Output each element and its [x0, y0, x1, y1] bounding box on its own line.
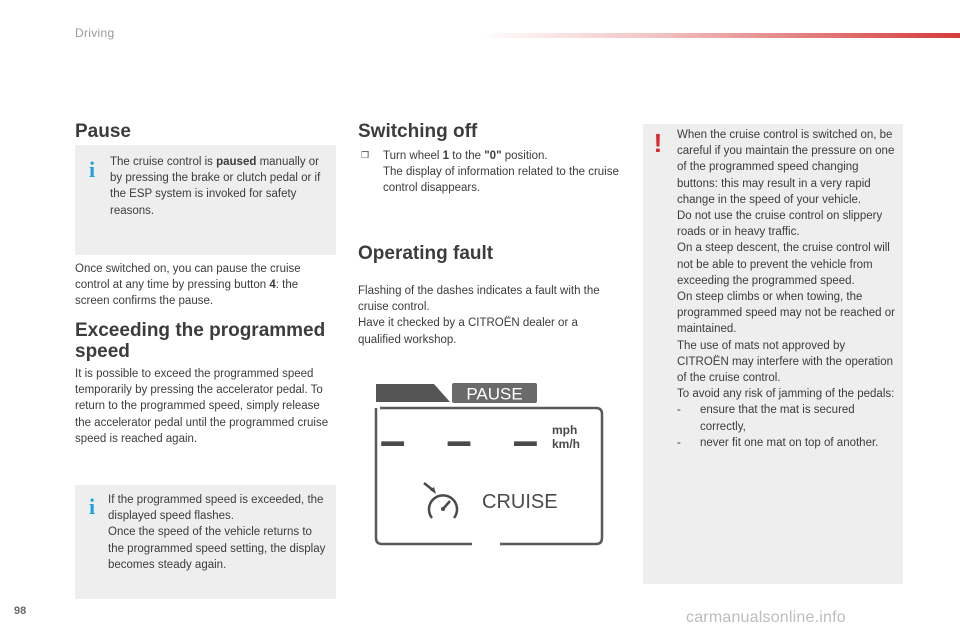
cruise-display-illustration	[372, 378, 608, 550]
exceeding-note-line-2: Once the speed of the vehicle returns to the programmed speed setting, the display becomes steady again.	[108, 526, 326, 571]
switching-off-heading: Switching off	[358, 121, 478, 142]
warning-list-item: - ensure that the mat is secured correctly,	[677, 404, 855, 433]
section-title: Driving	[75, 26, 115, 40]
warning-text	[677, 127, 899, 451]
operating-fault-heading: Operating fault	[358, 243, 494, 264]
header-accent-bar	[480, 33, 960, 38]
pause-label: PAUSE	[466, 384, 523, 404]
exceeding-note-line-1: If the programmed speed is exceeded, the displayed speed flashes.	[108, 494, 324, 523]
info-icon: i	[88, 494, 96, 519]
pause-heading: Pause	[75, 121, 131, 142]
warning-line-1: When the cruise control is switched on, be careful if you maintain the pressure on one of the programmed speed changing buttons: this may result in a very rapid change in the speed of your vehicle.	[677, 129, 895, 206]
operating-fault-paragraph	[358, 283, 622, 348]
cruise-label: CRUISE	[482, 491, 558, 513]
cruise-control-icon	[424, 483, 457, 518]
warning-icon: !	[653, 128, 663, 158]
checkbox-bullet-icon: ❒	[361, 151, 370, 161]
switching-off-step	[361, 148, 621, 197]
exceeding-note	[108, 492, 328, 573]
warning-line-3: On a steep descent, the cruise control will not be able to prevent the vehicle from exceeding the programmed speed.	[677, 242, 890, 287]
speed-dashes: – – –	[379, 414, 553, 466]
pause-paragraph: Once switched on, you can pause the cruise control at any time by pressing button 4: the screen confirms the pause.	[75, 263, 301, 308]
page-number: 98	[14, 605, 27, 617]
unit-mph: mph	[552, 423, 578, 437]
switching-off-step-line-2: The display of information related to the cruise control disappears.	[383, 166, 619, 195]
warning-line-5: The use of mats not approved by CITROËN may interfere with the operation of the cruise control.	[677, 339, 894, 385]
switching-off-step-line-1: Turn wheel 1 to the "0" position.	[383, 150, 548, 162]
operating-fault-line-1: Flashing of the dashes indicates a fault with the cruise control.	[358, 285, 600, 314]
pause-note: The cruise control is paused manually or by pressing the brake or clutch pedal or if the ESP system is invoked for safety reasons.	[110, 156, 321, 217]
warning-list-item: - never fit one mat on top of another.	[677, 436, 879, 449]
info-icon: i	[88, 157, 96, 182]
exceeding-heading: Exceeding the programmed speed	[75, 320, 326, 362]
display-top-tab	[376, 384, 450, 402]
watermark: carmanualsonline.info	[686, 609, 846, 626]
warning-box	[643, 124, 903, 584]
operating-fault-line-2: Have it checked by a CITROËN dealer or a qualified workshop.	[358, 317, 578, 346]
exceeding-paragraph: It is possible to exceed the programmed speed temporarily by pressing the accelerator pedal. To return to the programmed speed, simply release the accelerator pedal until the programmed cruise speed is reached again.	[75, 368, 329, 445]
exceeding-info-box	[75, 485, 336, 599]
warning-line-4: On steep climbs or when towing, the programmed speed may not be reached or maintained.	[677, 291, 895, 336]
warning-line-2: Do not use the cruise control on slippery roads or in heavy traffic.	[677, 210, 883, 239]
warning-line-6: To avoid any risk of jamming of the pedals:	[677, 388, 895, 401]
unit-kmh: km/h	[552, 437, 581, 451]
pause-info-box	[75, 145, 336, 255]
